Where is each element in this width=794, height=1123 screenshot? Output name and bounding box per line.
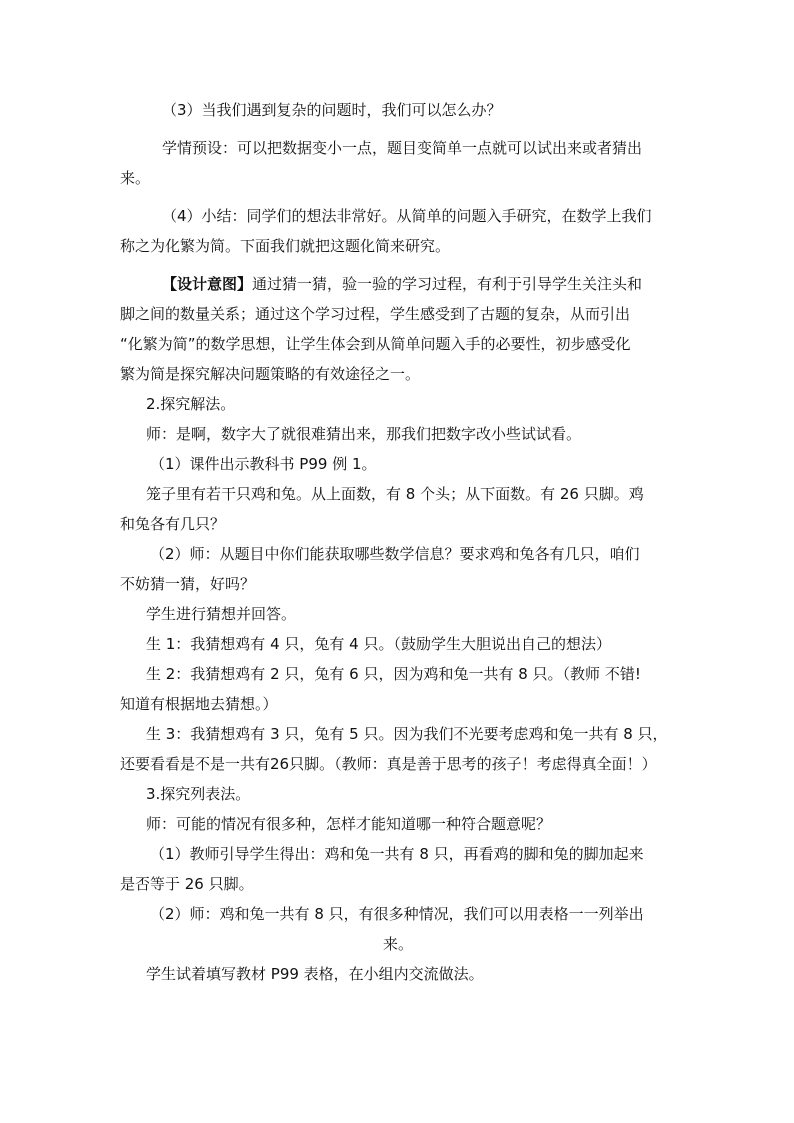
problem-line-1: 笼子里有若干只鸡和兔。从上面数，有 8 个头；从下面数。有 26 只脚。鸡 <box>146 485 644 503</box>
guide-line-1: （1）教师引导学生得出：鸡和兔一共有 8 只，再看鸡的脚和兔的脚加起来 <box>150 845 644 863</box>
design-intent-line-2: 脚之间的数量关系；通过这个学习过程，学生感受到了古题的复杂，从而引出 <box>120 305 631 323</box>
section-3-heading: 3.探究列表法。 <box>146 785 251 803</box>
preset-line-2: 来。 <box>120 169 151 187</box>
guide-line-2: 是否等于 26 只脚。 <box>120 875 254 893</box>
student-3-line-1: 生 3：我猜想鸡有 3 只，兔有 5 只。因为我们不光要考虑鸡和兔一共有 8 只， <box>146 725 668 743</box>
student-1: 生 1：我猜想鸡有 4 只，兔有 4 只。（鼓励学生大胆说出自己的想法） <box>146 635 611 653</box>
teacher-line-1: 师：是啊，数字大了就很难猜出来，那我们把数字改小些试试看。 <box>146 425 582 443</box>
student-2-line-2: 知道有根据地去猜想。） <box>120 695 278 713</box>
summary-line-2: 称之为化繁为简。下面我们就把这题化简来研究。 <box>120 237 451 255</box>
design-intent-line-1 <box>120 269 676 299</box>
teacher-line-3: 师：可能的情况有很多种，怎样才能知道哪一种符合题意呢？ <box>146 815 552 833</box>
design-intent-text-1: 通过猜一猜，验一验的学习过程，有利于引导学生关注头和 <box>252 275 643 293</box>
teacher-question-line-2: 不妨猜一猜，好吗？ <box>120 575 256 593</box>
design-intent-line-4: 繁为简是探究解决问题策略的有效途径之一。 <box>120 365 421 383</box>
section-2-heading: 2.探究解法。 <box>146 395 236 413</box>
fill-table: 学生试着填写教材 P99 表格，在小组内交流做法。 <box>146 965 484 983</box>
student-2-line-1: 生 2：我猜想鸡有 2 只，兔有 6 只，因为鸡和兔一共有 8 只。（教师 不错! <box>146 665 641 683</box>
show-example: （1）课件出示教科书 P99 例 1。 <box>150 455 377 473</box>
teacher-table-line-1: （2）师：鸡和兔一共有 8 只，有很多种情况，我们可以用表格一一列举出 <box>150 905 644 923</box>
preset-line-1: 学情预设：可以把数据变小一点，题目变简单一点就可以试出来或者猜出 <box>162 139 643 157</box>
teacher-table-line-2: 来。 <box>382 935 413 953</box>
design-intent-line-3: “化繁为简”的数学思想，让学生体会到从简单问题入手的必要性，初步感受化 <box>120 335 631 353</box>
question-3: （3）当我们遇到复杂的问题时，我们可以怎么办？ <box>162 101 502 119</box>
student-3-line-2: 还要看看是不是一共有26只脚。（教师：真是善于思考的孩子！考虑得真全面！） <box>120 755 657 773</box>
teacher-question-line-1: （2）师：从题目中你们能获取哪些数学信息？要求鸡和兔各有几只，咱们 <box>150 545 640 563</box>
design-intent-label: 【设计意图】 <box>162 275 253 293</box>
students-guess: 学生进行猜想并回答。 <box>146 605 297 623</box>
summary-line-1: （4）小结：同学们的想法非常好。从简单的问题入手研究，在数学上我们 <box>162 207 652 225</box>
problem-line-2: 和兔各有几只？ <box>120 515 226 533</box>
